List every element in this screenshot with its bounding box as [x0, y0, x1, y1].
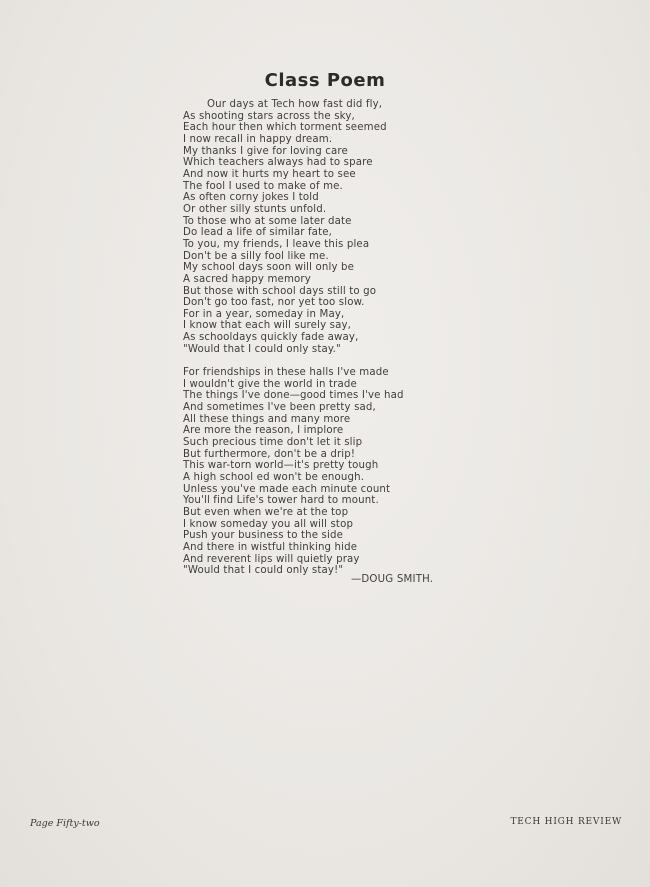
poem-line: Such precious time don't let it slip: [183, 436, 363, 448]
poem-body: [183, 99, 483, 577]
poem-title: Class Poem: [264, 70, 386, 91]
stanza-2: [183, 367, 483, 577]
poem-line: I know someday you all will stop: [183, 518, 354, 530]
poem-line: The things I've done—good times I've had: [183, 390, 404, 402]
poem-line: My school days soon will only be: [183, 262, 355, 274]
poem-line: Unless you've made each minute count: [183, 483, 391, 495]
poem-line: But those with school days still to go: [183, 285, 377, 297]
poem-line: Don't be a silly fool like me.: [183, 250, 329, 262]
poem-line: For friendships in these halls I've made: [183, 367, 389, 379]
poem-line: Our days at Tech how fast did fly,: [207, 99, 383, 110]
poem-line: This war-torn world—it's pretty tough: [183, 460, 379, 472]
poem-line: Don't go too fast, nor yet too slow.: [183, 297, 365, 309]
poem-line: My thanks I give for loving care: [183, 145, 348, 157]
poem-line: As often corny jokes I told: [183, 192, 319, 204]
poem-line: Which teachers always had to spare: [183, 157, 373, 169]
publication-name: TECH HIGH REVIEW: [510, 817, 622, 827]
author-signature: —DOUG SMITH.: [351, 574, 434, 585]
poem-line: And sometimes I've been pretty sad,: [183, 402, 376, 413]
poem-line: But furthermore, don't be a drip!: [183, 448, 356, 460]
poem-line: You'll find Life's tower hard to mount.: [183, 495, 379, 507]
poem-line: A sacred happy memory: [183, 273, 311, 285]
poem-line: And reverent lips will quietly pray: [183, 553, 360, 565]
poem-line: "Would that I could only stay!": [183, 565, 344, 577]
poem-line: I now recall in happy dream.: [183, 133, 333, 145]
poem-line: I wouldn't give the world in trade: [183, 378, 357, 390]
poem-line: A high school ed won't be enough.: [183, 471, 365, 483]
stanza-1: [183, 99, 483, 355]
poem-line: To you, my friends, I leave this plea: [183, 238, 370, 250]
poem-line: And there in wistful thinking hide: [183, 541, 358, 553]
poem-line: I know that each will surely say,: [183, 320, 352, 332]
poem-line: Are more the reason, I implore: [183, 425, 344, 437]
poem-line: As schooldays quickly fade away,: [183, 332, 359, 344]
poem-line: The fool I used to make of me.: [183, 180, 343, 192]
poem-line: Push your business to the side: [183, 530, 344, 542]
poem-line: To those who at some later date: [183, 215, 352, 227]
poem-line: Each hour then which torment seemed: [183, 122, 387, 134]
poem-line: Or other silly stunts unfold.: [183, 203, 327, 215]
poem-line: Do lead a life of similar fate,: [183, 227, 333, 239]
page-number: Page Fifty-two: [30, 818, 100, 829]
poem-line: All these things and many more: [183, 413, 351, 425]
poem-line: For in a year, someday in May,: [183, 308, 345, 320]
poem-line: But even when we're at the top: [183, 506, 349, 518]
poem-line: And now it hurts my heart to see: [183, 168, 356, 180]
poem-line: As shooting stars across the sky,: [183, 110, 355, 122]
poem-line: "Would that I could only stay.": [183, 343, 341, 355]
